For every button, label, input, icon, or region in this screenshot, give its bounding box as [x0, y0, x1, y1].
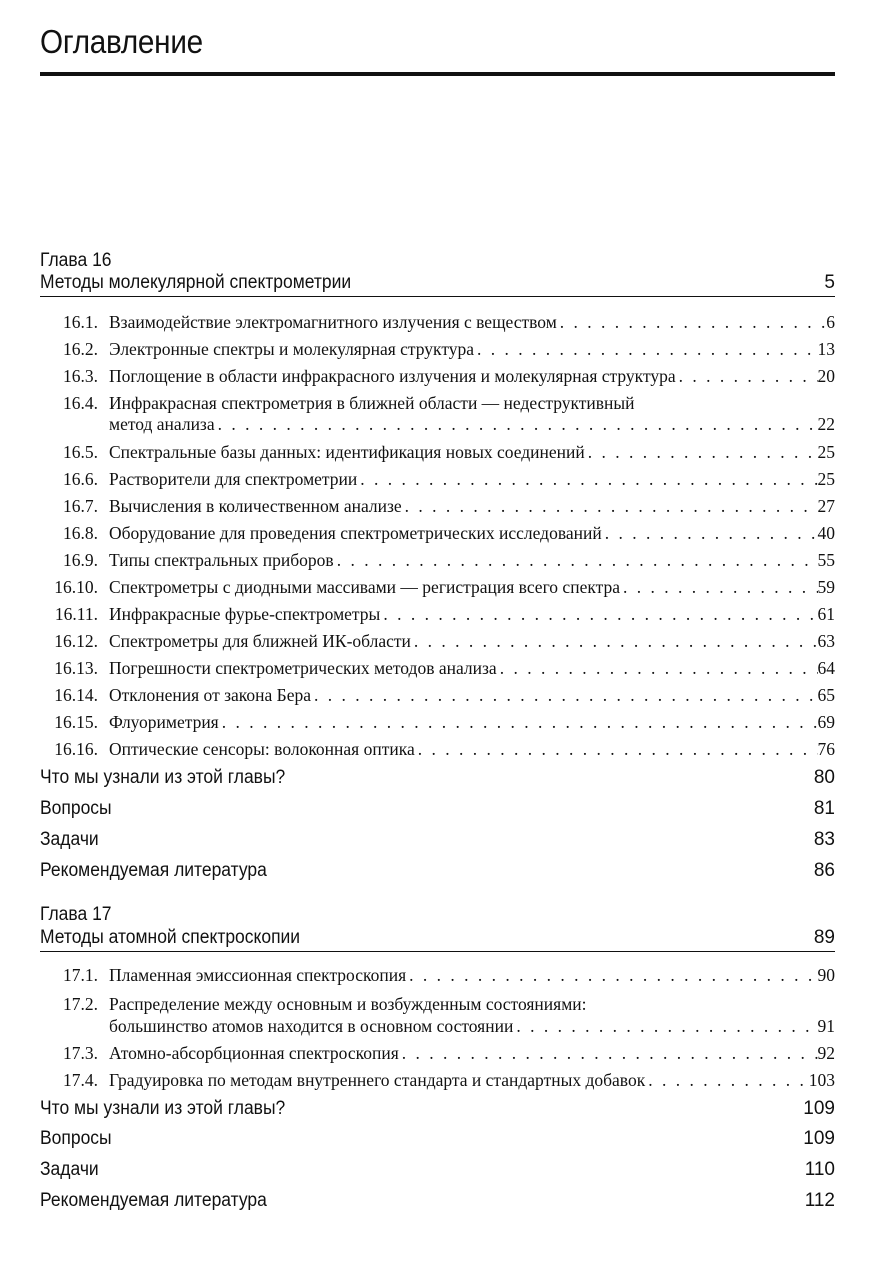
- entry-page: 65: [817, 685, 835, 705]
- entry-title: Спектрометры для ближней ИК-области: [109, 631, 411, 651]
- entry-page: 22: [817, 414, 835, 434]
- entry-number: 17.2.: [63, 994, 98, 1014]
- entry-page: 91: [817, 1016, 835, 1036]
- toc-entry[interactable]: [40, 709, 835, 735]
- title-rule: [40, 72, 835, 76]
- extra-title: Вопросы: [40, 798, 112, 819]
- chapter-label: Глава 17: [40, 904, 112, 925]
- chapter-heading-page: 89: [813, 927, 835, 948]
- toc-entry[interactable]: [40, 962, 835, 988]
- toc-entry[interactable]: [40, 682, 835, 708]
- entry-page: 25: [817, 442, 835, 462]
- entry-page: 92: [817, 1043, 835, 1063]
- entry-title: Флуориметрия: [109, 712, 219, 732]
- dot-leader: [676, 363, 818, 389]
- entry-title-line1: Инфракрасная спектрометрия в ближней области — недеструктивный: [109, 393, 635, 413]
- entry-page: 25: [817, 469, 835, 489]
- entry-page: 90: [817, 965, 835, 985]
- toc-extra-problems[interactable]: [40, 827, 835, 853]
- entry-number: 16.5.: [63, 442, 98, 462]
- toc-entry[interactable]: [40, 336, 835, 362]
- chapter-label: Глава 16: [40, 250, 112, 271]
- entry-number: 16.12.: [54, 631, 98, 651]
- entry-number: 16.15.: [54, 712, 98, 732]
- extra-page: 109: [803, 1098, 835, 1119]
- entry-title: Типы спектральных приборов: [109, 550, 334, 570]
- extra-title: Задачи: [40, 1159, 99, 1180]
- entry-page: 59: [817, 577, 835, 597]
- entry-title: Поглощение в области инфракрасного излучения и молекулярная структура: [109, 366, 676, 386]
- toc-entry[interactable]: [40, 736, 835, 762]
- entry-page: 20: [817, 366, 835, 386]
- dot-leader: [219, 709, 818, 735]
- toc-entry[interactable]: [40, 466, 835, 492]
- dot-leader: [557, 309, 826, 335]
- toc-extra-literature[interactable]: [40, 1188, 835, 1214]
- toc-entry[interactable]: [40, 309, 835, 335]
- dot-leader: [415, 736, 818, 762]
- toc-entry[interactable]: [40, 1067, 835, 1093]
- dot-leader: [497, 655, 818, 681]
- extra-page: 81: [813, 798, 835, 819]
- toc-extra-summary[interactable]: [40, 1096, 835, 1122]
- entry-title: Электронные спектры и молекулярная структура: [109, 339, 475, 359]
- entry-number: 16.14.: [54, 685, 98, 705]
- entry-title-line2: метод анализа: [109, 414, 215, 434]
- entry-number: 17.3.: [63, 1043, 98, 1063]
- entry-number: 17.4.: [63, 1070, 98, 1090]
- entry-number: 16.8.: [63, 523, 98, 543]
- entry-number: 16.6.: [63, 469, 98, 489]
- entry-title: Растворители для спектрометрии: [109, 469, 358, 489]
- dot-leader: [402, 493, 818, 519]
- toc-entry[interactable]: [40, 628, 835, 654]
- extra-page: 110: [804, 1159, 835, 1180]
- dot-leader: [311, 682, 818, 708]
- toc-extra-literature[interactable]: [40, 858, 835, 884]
- entry-number: 16.3.: [63, 366, 98, 386]
- entry-title: Пламенная эмиссионная спектроскопия: [109, 965, 407, 985]
- entry-title: Вычисления в количественном анализе: [109, 496, 402, 516]
- toc-entry[interactable]: [40, 601, 835, 627]
- entry-number: 16.7.: [63, 496, 98, 516]
- toc-extra-questions[interactable]: [40, 1126, 835, 1152]
- toc-entry[interactable]: [40, 547, 835, 573]
- entry-number: 16.11.: [54, 604, 98, 624]
- extra-page: 86: [813, 860, 835, 881]
- dot-leader: [645, 1067, 809, 1093]
- entry-number: 16.2.: [63, 339, 98, 359]
- extra-page: 80: [813, 767, 835, 788]
- dot-leader: [620, 574, 818, 600]
- chapter-heading[interactable]: [40, 270, 835, 297]
- extra-page: 83: [813, 829, 835, 850]
- entry-title-line1: Распределение между основным и возбужденным состояниями:: [109, 994, 587, 1014]
- toc-entry-line2[interactable]: [40, 411, 835, 437]
- entry-number: 16.1.: [63, 312, 98, 332]
- extra-title: Рекомендуемая литература: [40, 1190, 267, 1211]
- extra-page: 112: [804, 1190, 835, 1211]
- entry-title: Оптические сенсоры: волоконная оптика: [109, 739, 415, 759]
- entry-title: Спектральные базы данных: идентификация новых соединений: [109, 442, 585, 462]
- extra-title: Что мы узнали из этой главы?: [40, 767, 286, 788]
- page-title: Оглавление: [40, 23, 203, 60]
- chapter-heading[interactable]: [40, 925, 835, 952]
- dot-leader: [380, 601, 817, 627]
- entry-title: Оборудование для проведения спектрометрических исследований: [109, 523, 602, 543]
- entry-number: 16.13.: [54, 658, 98, 678]
- entry-number: 16.4.: [63, 393, 98, 413]
- toc-entry[interactable]: [40, 1040, 835, 1066]
- dot-leader: [585, 439, 818, 465]
- toc-entry[interactable]: [40, 574, 835, 600]
- extra-title: Задачи: [40, 829, 99, 850]
- entry-title: Градуировка по методам внутреннего стандарта и стандартных добавок: [109, 1070, 646, 1090]
- dot-leader: [357, 466, 817, 492]
- entry-title: Взаимодействие электромагнитного излучения с веществом: [109, 312, 557, 332]
- entry-number: 16.16.: [54, 739, 98, 759]
- entry-page: 6: [826, 312, 835, 332]
- extra-page: 109: [803, 1128, 835, 1149]
- entry-page: 103: [808, 1070, 835, 1090]
- entry-title: Инфракрасные фурье-спектрометры: [109, 604, 381, 624]
- toc-entry-line2[interactable]: [40, 1013, 835, 1039]
- entry-number: 16.10.: [54, 577, 98, 597]
- entry-page: 76: [817, 739, 835, 759]
- dot-leader: [399, 1040, 818, 1066]
- dot-leader: [411, 628, 818, 654]
- toc-entry[interactable]: [40, 493, 835, 519]
- chapter-heading-title: Методы молекулярной спектрометрии: [40, 272, 352, 293]
- entry-page: 69: [817, 712, 835, 732]
- entry-page: 64: [817, 658, 835, 678]
- entry-title: Отклонения от закона Бера: [109, 685, 311, 705]
- dot-leader: [215, 411, 818, 437]
- extra-title: Что мы узнали из этой главы?: [40, 1098, 286, 1119]
- entry-page: 27: [817, 496, 835, 516]
- entry-page: 40: [817, 523, 835, 543]
- entry-title: Спектрометры с диодными массивами — регистрация всего спектра: [109, 577, 620, 597]
- entry-number: 16.9.: [63, 550, 98, 570]
- entry-title-line2: большинство атомов находится в основном состоянии: [109, 1016, 514, 1036]
- entry-title: Атомно-абсорбционная спектроскопия: [109, 1043, 399, 1063]
- chapter-heading-page: 5: [824, 272, 835, 293]
- entry-number: 17.1.: [63, 965, 98, 985]
- dot-leader: [334, 547, 818, 573]
- chapter-heading-title: Методы атомной спектроскопии: [40, 927, 301, 948]
- dot-leader: [474, 336, 817, 362]
- entry-page: 61: [817, 604, 835, 624]
- toc-entry[interactable]: [40, 363, 835, 389]
- entry-title: Погрешности спектрометрических методов анализа: [109, 658, 497, 678]
- entry-page: 63: [817, 631, 835, 651]
- extra-title: Вопросы: [40, 1128, 112, 1149]
- toc-extra-questions[interactable]: [40, 796, 835, 822]
- entry-page: 55: [817, 550, 835, 570]
- toc-extra-summary[interactable]: [40, 765, 835, 791]
- toc-entry[interactable]: [40, 520, 835, 546]
- entry-page: 13: [817, 339, 835, 359]
- dot-leader: [602, 520, 818, 546]
- extra-title: Рекомендуемая литература: [40, 860, 267, 881]
- dot-leader: [513, 1013, 817, 1039]
- dot-leader: [406, 962, 817, 988]
- toc-entry[interactable]: [40, 439, 835, 465]
- toc-extra-problems[interactable]: [40, 1157, 835, 1183]
- toc-entry[interactable]: [40, 655, 835, 681]
